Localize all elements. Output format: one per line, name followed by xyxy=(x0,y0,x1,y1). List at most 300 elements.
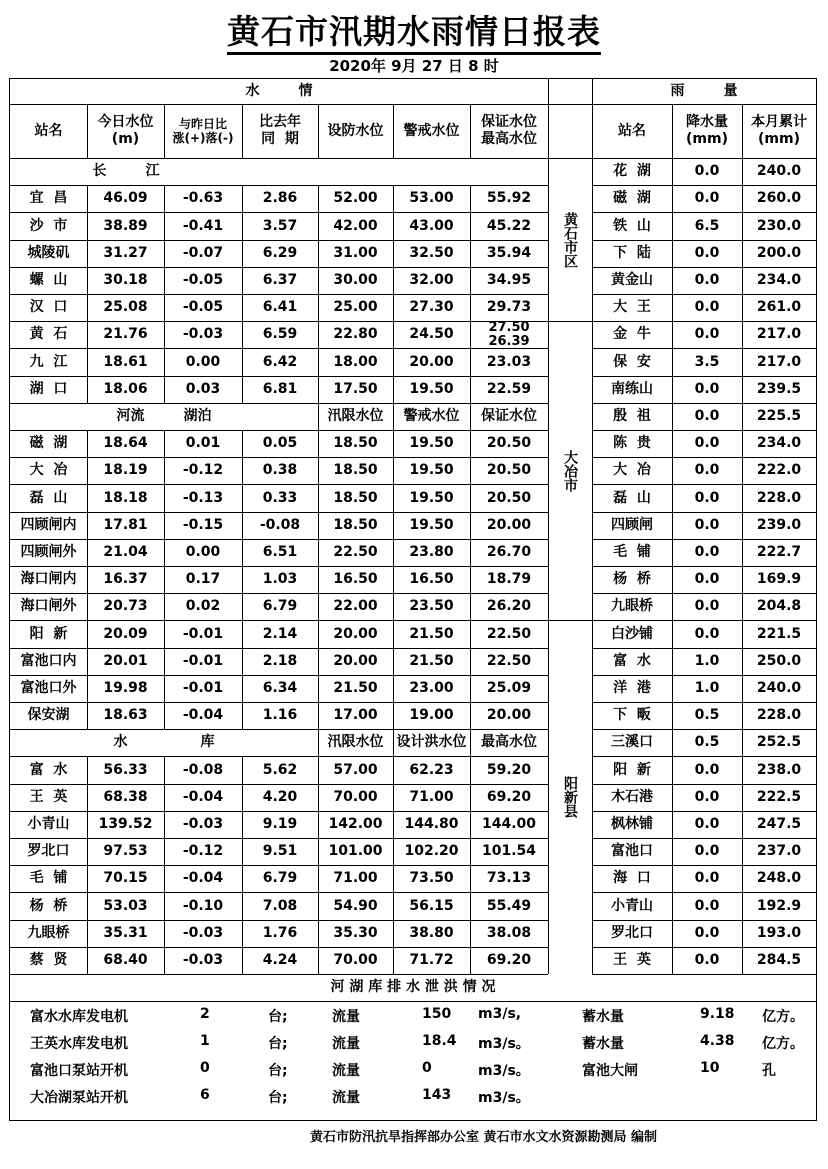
water-setup: 20.00 xyxy=(333,625,378,642)
grid-line xyxy=(164,212,165,239)
grid-line xyxy=(393,648,394,675)
grid-line xyxy=(393,702,394,729)
water-guarantee: 29.73 xyxy=(486,299,532,316)
grid-line xyxy=(393,838,394,865)
water-last-year: 6.59 xyxy=(262,326,298,343)
water-warning: 19.00 xyxy=(409,707,454,724)
rain-amount: 6.5 xyxy=(694,217,720,234)
water-station: 宜 昌 xyxy=(29,190,68,207)
grid-line xyxy=(87,240,88,267)
discharge-field: 台; xyxy=(268,1036,288,1052)
water-change: -0.63 xyxy=(182,190,224,207)
rain-month-total: 204.8 xyxy=(756,598,802,615)
water-level: 21.76 xyxy=(103,326,148,343)
water-level: 17.81 xyxy=(103,516,148,533)
grid-line xyxy=(164,675,165,702)
grid-line xyxy=(393,784,394,811)
rain-amount: 0.0 xyxy=(694,244,720,261)
water-station: 九 江 xyxy=(29,353,68,370)
discharge-field: 富水水库发电机 xyxy=(30,1009,128,1025)
grid-line xyxy=(242,348,243,375)
water-guarantee: 20.00 xyxy=(486,516,532,533)
grid-line xyxy=(164,593,165,620)
water-setup: 70.00 xyxy=(333,951,378,968)
rain-month-total: 200.0 xyxy=(756,244,802,261)
discharge-field: 蓄水量 xyxy=(582,1009,624,1025)
discharge-title: 河 湖 库 排 水 泄 洪 情 况 xyxy=(330,979,496,996)
grid-line xyxy=(242,920,243,947)
water-last-year: 9.51 xyxy=(262,843,298,860)
grid-line xyxy=(87,648,88,675)
grid-line xyxy=(470,756,471,783)
discharge-field: 150 xyxy=(422,1006,452,1022)
water-level: 139.52 xyxy=(98,815,153,832)
grid-line xyxy=(242,539,243,566)
water-change: -0.05 xyxy=(182,299,224,316)
group-reservoirs: 水 库 xyxy=(113,734,215,751)
water-change: -0.05 xyxy=(182,271,224,288)
grid-line xyxy=(87,104,88,158)
water-guarantee: 27.50 26.39 xyxy=(488,320,530,349)
rain-month-total: 239.0 xyxy=(756,516,802,533)
water-warning: 56.15 xyxy=(409,897,454,914)
grid-line xyxy=(87,756,88,783)
water-level: 30.18 xyxy=(103,271,148,288)
water-warning: 43.00 xyxy=(409,217,454,234)
water-last-year: 1.76 xyxy=(262,924,298,941)
water-change: -0.12 xyxy=(182,462,224,479)
grid-line xyxy=(470,403,471,430)
water-last-year: 7.08 xyxy=(262,897,298,914)
water-warning: 144.80 xyxy=(404,815,459,832)
rain-month-total: 217.0 xyxy=(756,353,802,370)
water-warning: 32.50 xyxy=(409,244,454,261)
water-setup: 16.50 xyxy=(333,571,378,588)
discharge-field: 10 xyxy=(700,1060,720,1076)
rain-month-total: 222.0 xyxy=(756,462,802,479)
water-station: 杨 桥 xyxy=(29,897,68,914)
grid-line xyxy=(470,240,471,267)
rain-station: 南练山 xyxy=(611,380,653,397)
discharge-field: 流量 xyxy=(332,1063,360,1079)
water-guarantee: 25.09 xyxy=(486,679,532,696)
grid-line xyxy=(87,675,88,702)
grid-line xyxy=(318,512,319,539)
grid-line xyxy=(318,756,319,783)
rain-amount: 0.0 xyxy=(694,870,720,887)
grid-line xyxy=(242,185,243,212)
water-last-year: 2.14 xyxy=(262,625,298,642)
grid-line xyxy=(164,892,165,919)
water-change: 0.03 xyxy=(185,380,221,397)
grid-line xyxy=(242,212,243,239)
water-last-year: 6.79 xyxy=(262,598,298,615)
grid-line xyxy=(242,702,243,729)
grid-line xyxy=(742,104,743,974)
grid-line xyxy=(318,675,319,702)
water-station: 湖 口 xyxy=(29,380,68,397)
water-last-year: 0.05 xyxy=(262,435,298,452)
water-guarantee: 34.95 xyxy=(486,271,532,288)
grid-line xyxy=(87,811,88,838)
grid-line xyxy=(10,1001,816,1002)
rain-station: 海 口 xyxy=(613,870,651,887)
report-date: 2020年 9月 27 日 8 时 xyxy=(329,57,499,75)
rain-station: 罗北口 xyxy=(611,924,653,941)
water-last-year: 6.34 xyxy=(262,679,298,696)
section-rain-label: 雨 量 xyxy=(670,83,738,100)
rain-amount: 0.0 xyxy=(694,380,720,397)
water-change: -0.01 xyxy=(182,652,224,669)
water-guarantee: 144.00 xyxy=(481,815,537,832)
grid-line xyxy=(318,348,319,375)
grid-line xyxy=(393,484,394,511)
grid-line xyxy=(242,838,243,865)
grid-line xyxy=(548,620,592,621)
grid-line xyxy=(393,212,394,239)
water-station: 富池口外 xyxy=(20,679,77,696)
grid-line xyxy=(318,865,319,892)
discharge-field: 台; xyxy=(268,1090,288,1106)
water-warning: 27.30 xyxy=(409,299,454,316)
water-setup: 30.00 xyxy=(333,271,378,288)
grid-line xyxy=(470,566,471,593)
rain-amount: 0.0 xyxy=(694,951,720,968)
group-res-design: 设计洪水位 xyxy=(396,734,467,751)
grid-line xyxy=(318,593,319,620)
grid-line xyxy=(470,212,471,239)
water-last-year: 5.62 xyxy=(262,761,298,778)
rain-station: 九眼桥 xyxy=(611,598,653,615)
rain-amount: 0.0 xyxy=(694,815,720,832)
grid-line xyxy=(242,620,243,647)
grid-line xyxy=(470,430,471,457)
water-change: -0.13 xyxy=(182,489,224,506)
grid-line xyxy=(164,348,165,375)
water-station: 磁 湖 xyxy=(29,435,68,452)
grid-line xyxy=(87,512,88,539)
rain-station: 王 英 xyxy=(613,951,651,968)
water-level: 18.63 xyxy=(103,707,148,724)
grid-line xyxy=(318,892,319,919)
water-guarantee: 22.50 xyxy=(486,652,532,669)
grid-line xyxy=(242,784,243,811)
water-station: 磊 山 xyxy=(29,489,68,506)
water-setup: 18.50 xyxy=(333,435,378,452)
grid-line xyxy=(393,240,394,267)
grid-line xyxy=(393,920,394,947)
grid-line xyxy=(318,430,319,457)
water-guarantee: 22.59 xyxy=(486,380,532,397)
water-warning: 38.80 xyxy=(409,924,454,941)
grid-line xyxy=(393,376,394,403)
water-warning: 21.50 xyxy=(409,625,454,642)
water-last-year: 2.18 xyxy=(262,652,298,669)
water-guarantee: 73.13 xyxy=(486,870,532,887)
water-change: 0.17 xyxy=(185,571,221,588)
discharge-field: 143 xyxy=(422,1087,452,1103)
water-change: -0.15 xyxy=(182,516,224,533)
report-table xyxy=(9,78,817,1121)
rain-station: 花 湖 xyxy=(613,163,651,180)
grid-line xyxy=(393,430,394,457)
water-setup: 21.50 xyxy=(333,679,378,696)
grid-line xyxy=(87,457,88,484)
water-warning: 23.80 xyxy=(409,543,454,560)
rain-amount: 0.0 xyxy=(694,625,720,642)
grid-line xyxy=(393,811,394,838)
grid-line xyxy=(242,648,243,675)
water-warning: 71.72 xyxy=(409,951,454,968)
rain-month-total: 238.0 xyxy=(756,761,802,778)
water-guarantee: 38.08 xyxy=(486,924,532,941)
water-guarantee: 18.79 xyxy=(486,571,532,588)
water-change: -0.01 xyxy=(182,679,224,696)
header-level-today: 今日水位 (m) xyxy=(97,114,154,147)
rain-district-label xyxy=(548,158,592,321)
discharge-field: 2 xyxy=(200,1006,210,1022)
grid-line xyxy=(393,321,394,348)
rain-month-total: 228.0 xyxy=(756,489,802,506)
water-level: 20.09 xyxy=(103,625,148,642)
water-guarantee: 20.50 xyxy=(486,435,532,452)
group-rivers-warning: 警戒水位 xyxy=(403,407,460,424)
footer-compiled-by: 黄石市防汛抗旱指挥部办公室 黄石市水文水资源勘测局 编制 xyxy=(310,1130,658,1145)
grid-line xyxy=(318,620,319,647)
grid-line xyxy=(164,947,165,974)
grid-line xyxy=(393,267,394,294)
grid-line xyxy=(242,865,243,892)
grid-line xyxy=(470,620,471,647)
grid-line xyxy=(87,920,88,947)
grid-line xyxy=(164,484,165,511)
water-change: -0.12 xyxy=(182,843,224,860)
water-level: 18.18 xyxy=(103,489,148,506)
rain-month-total: 230.0 xyxy=(756,217,802,234)
grid-line xyxy=(672,104,673,974)
discharge-field: 18.4 xyxy=(422,1033,457,1049)
water-station: 蔡 贤 xyxy=(29,951,68,968)
grid-line xyxy=(164,512,165,539)
header-warning-level: 警戒水位 xyxy=(403,122,460,139)
discharge-field: 富池大闸 xyxy=(582,1063,638,1079)
discharge-field: 流量 xyxy=(332,1036,360,1052)
rain-station: 下 畈 xyxy=(613,707,651,724)
water-setup: 57.00 xyxy=(333,761,378,778)
grid-line xyxy=(87,947,88,974)
rain-month-total: 261.0 xyxy=(756,299,802,316)
grid-line xyxy=(164,648,165,675)
water-setup: 54.90 xyxy=(333,897,378,914)
group-rivers-lakes: 河流 湖泊 xyxy=(116,407,212,424)
discharge-field: m3/s。 xyxy=(478,1090,530,1106)
water-station: 黄 石 xyxy=(29,326,68,343)
rain-station: 阳 新 xyxy=(613,761,651,778)
rain-station: 下 陆 xyxy=(613,244,651,261)
grid-line xyxy=(87,620,88,647)
water-station: 沙 市 xyxy=(29,217,68,234)
rain-amount: 1.0 xyxy=(694,679,720,696)
rain-amount: 0.0 xyxy=(694,571,720,588)
rain-month-total: 193.0 xyxy=(756,924,802,941)
water-warning: 16.50 xyxy=(409,571,454,588)
district-name: 黄石市区 xyxy=(562,211,578,268)
section-water-label: 水 情 xyxy=(245,83,313,100)
grid-line xyxy=(87,376,88,403)
grid-line xyxy=(242,484,243,511)
district-name: 阳新县 xyxy=(562,776,578,819)
rain-station: 殷 祖 xyxy=(613,407,651,424)
grid-line xyxy=(470,892,471,919)
water-setup: 20.00 xyxy=(333,652,378,669)
grid-line xyxy=(242,267,243,294)
discharge-field: 亿方。 xyxy=(762,1036,804,1052)
water-last-year: 0.38 xyxy=(262,462,298,479)
discharge-field: 6 xyxy=(200,1087,210,1103)
rain-month-total: 192.9 xyxy=(756,897,802,914)
rain-station: 铁 山 xyxy=(613,217,651,234)
water-level: 18.61 xyxy=(103,353,148,370)
rain-amount: 0.0 xyxy=(694,489,720,506)
water-station: 螺 山 xyxy=(29,271,68,288)
grid-line xyxy=(470,267,471,294)
grid-line xyxy=(470,784,471,811)
water-last-year: -0.08 xyxy=(259,516,301,533)
grid-line xyxy=(87,212,88,239)
grid-line xyxy=(470,947,471,974)
rain-month-total: 225.5 xyxy=(756,407,802,424)
grid-line xyxy=(87,892,88,919)
rain-month-total: 260.0 xyxy=(756,190,802,207)
water-level: 70.15 xyxy=(103,870,148,887)
rain-amount: 0.0 xyxy=(694,435,720,452)
grid-line xyxy=(164,376,165,403)
grid-line xyxy=(87,784,88,811)
water-level: 20.73 xyxy=(103,598,148,615)
water-warning: 23.00 xyxy=(409,679,454,696)
grid-line xyxy=(318,376,319,403)
water-setup: 22.50 xyxy=(333,543,378,560)
rain-amount: 0.0 xyxy=(694,190,720,207)
water-change: -0.07 xyxy=(182,244,224,261)
water-guarantee: 55.49 xyxy=(486,897,532,914)
water-level: 25.08 xyxy=(103,299,148,316)
grid-line xyxy=(164,539,165,566)
grid-line xyxy=(470,811,471,838)
water-setup: 31.00 xyxy=(333,244,378,261)
grid-line xyxy=(164,566,165,593)
water-setup: 22.00 xyxy=(333,598,378,615)
water-level: 18.19 xyxy=(103,462,148,479)
grid-line xyxy=(242,321,243,348)
water-change: -0.03 xyxy=(182,951,224,968)
grid-line xyxy=(164,620,165,647)
water-change: -0.04 xyxy=(182,870,224,887)
grid-line xyxy=(470,348,471,375)
discharge-field: 0 xyxy=(200,1060,210,1076)
rain-month-total: 221.5 xyxy=(756,625,802,642)
water-station: 大 冶 xyxy=(29,462,68,479)
discharge-field: 0 xyxy=(422,1060,432,1076)
rain-station: 木石港 xyxy=(611,788,653,805)
rain-amount: 0.0 xyxy=(694,543,720,560)
rain-month-total: 239.5 xyxy=(756,380,802,397)
water-level: 97.53 xyxy=(103,843,148,860)
water-last-year: 6.29 xyxy=(262,244,298,261)
grid-line xyxy=(470,484,471,511)
water-change: -0.04 xyxy=(182,788,224,805)
grid-line xyxy=(87,294,88,321)
water-guarantee: 69.20 xyxy=(486,788,532,805)
discharge-field: m3/s。 xyxy=(478,1063,530,1079)
grid-line xyxy=(164,104,165,158)
discharge-field: 流量 xyxy=(332,1009,360,1025)
water-warning: 19.50 xyxy=(409,380,454,397)
water-last-year: 3.57 xyxy=(262,217,298,234)
water-last-year: 1.03 xyxy=(262,571,298,588)
grid-line xyxy=(242,240,243,267)
water-guarantee: 69.20 xyxy=(486,951,532,968)
grid-line xyxy=(470,512,471,539)
water-setup: 42.00 xyxy=(333,217,378,234)
grid-line xyxy=(164,865,165,892)
water-guarantee: 101.54 xyxy=(481,843,537,860)
rain-month-total: 234.0 xyxy=(756,271,802,288)
water-change: -0.01 xyxy=(182,625,224,642)
water-guarantee: 26.20 xyxy=(486,598,532,615)
grid-line xyxy=(242,104,243,158)
water-last-year: 9.19 xyxy=(262,815,298,832)
grid-line xyxy=(242,756,243,783)
grid-line xyxy=(318,294,319,321)
water-setup: 22.80 xyxy=(333,326,378,343)
water-guarantee: 20.50 xyxy=(486,489,532,506)
water-level: 38.89 xyxy=(103,217,148,234)
grid-line xyxy=(393,566,394,593)
rain-amount: 0.0 xyxy=(694,598,720,615)
district-name: 大冶市 xyxy=(562,449,578,492)
grid-line xyxy=(470,321,471,348)
grid-line xyxy=(164,267,165,294)
grid-line xyxy=(470,457,471,484)
water-station: 海口闸外 xyxy=(20,598,77,615)
rain-station: 富 水 xyxy=(613,652,651,669)
grid-line xyxy=(393,539,394,566)
water-level: 18.06 xyxy=(103,380,148,397)
discharge-field: 富池口泵站开机 xyxy=(30,1063,128,1079)
water-station: 保安湖 xyxy=(27,707,70,724)
water-guarantee: 35.94 xyxy=(486,244,532,261)
water-change: -0.04 xyxy=(182,707,224,724)
water-warning: 24.50 xyxy=(409,326,454,343)
water-change: -0.03 xyxy=(182,815,224,832)
grid-line xyxy=(164,457,165,484)
water-setup: 17.00 xyxy=(333,707,378,724)
header-rain-station: 站名 xyxy=(618,122,646,139)
grid-line xyxy=(318,457,319,484)
grid-line xyxy=(164,784,165,811)
grid-line xyxy=(318,784,319,811)
grid-line xyxy=(87,593,88,620)
rain-amount: 0.0 xyxy=(694,299,720,316)
water-warning: 102.20 xyxy=(404,843,459,860)
grid-line xyxy=(470,593,471,620)
grid-line xyxy=(318,920,319,947)
water-change: 0.00 xyxy=(185,353,221,370)
water-guarantee: 59.20 xyxy=(486,761,532,778)
water-last-year: 1.16 xyxy=(262,707,298,724)
discharge-field: 孔 xyxy=(762,1063,776,1079)
